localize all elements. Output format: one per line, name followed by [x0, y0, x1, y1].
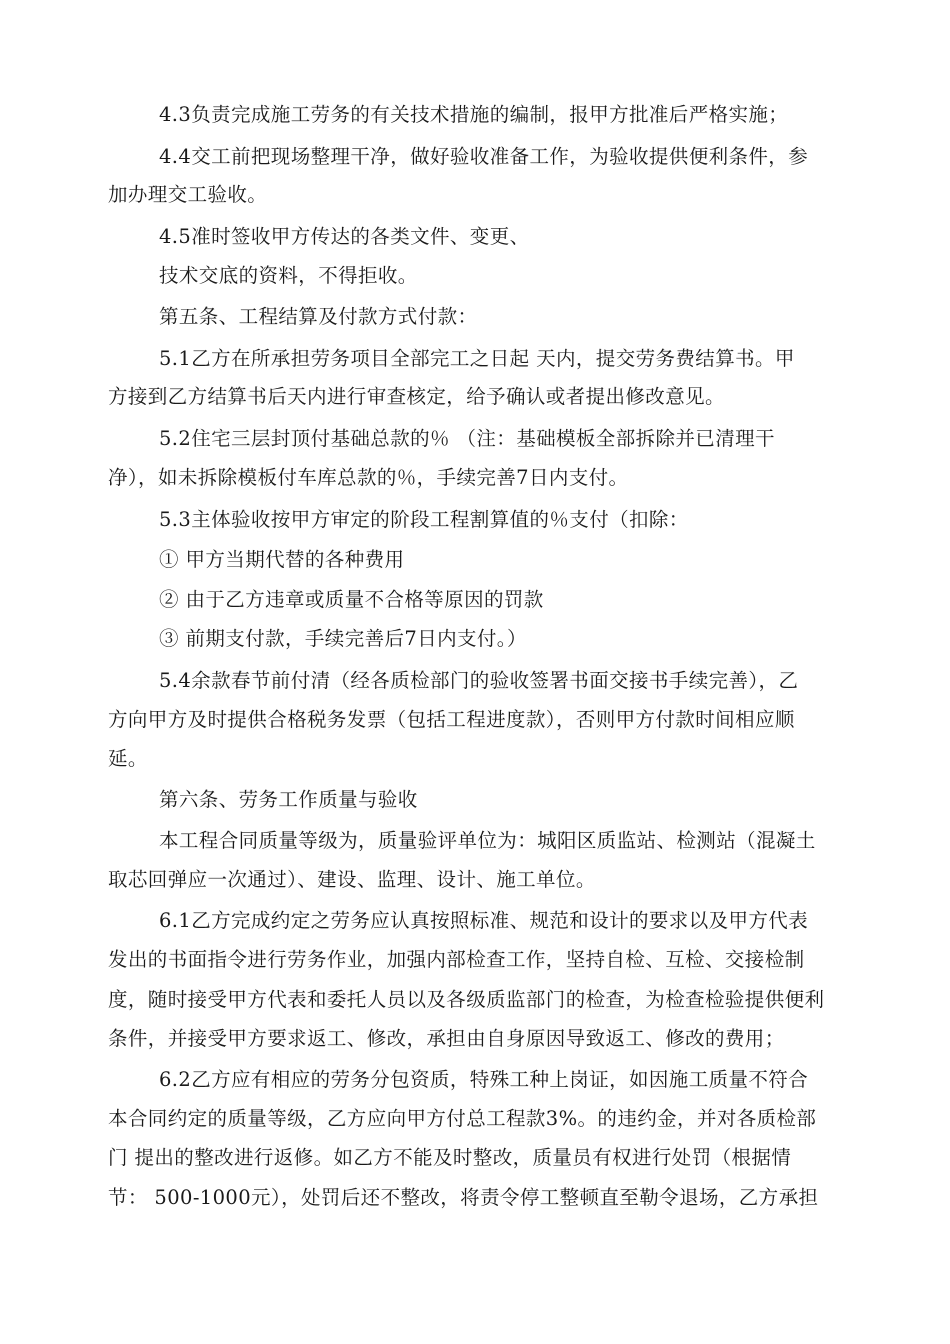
clause-4-4: 4.4交工前把现场整理干净，做好验收准备工作，为验收提供便利条件，参 [159, 145, 809, 168]
clause-4-5: 4.5准时签收甲方传达的各类文件、变更、 [159, 225, 530, 248]
clause-6-2: 6.2乙方应有相应的劳务分包资质，特殊工种上岗证，如因施工质量不符合 [159, 1068, 809, 1091]
article-6-intro-cont: 取芯回弹应一次通过）、建设、监理、设计、施工单位。 [108, 868, 596, 891]
clause-6-1-cont-2: 度，随时接受甲方代表和委托人员以及各级质监部门的检查，为检查检验提供便利 [108, 988, 825, 1011]
clause-6-1: 6.1乙方完成约定之劳务应认真按照标准、规范和设计的要求以及甲方代表 [159, 909, 809, 932]
clause-6-2-cont-3: 节： 500-1000元），处罚后还不整改，将责令停工整顿直至勒令退场，乙方承担 [108, 1186, 819, 1209]
clause-4-5-cont: 技术交底的资料，不得拒收。 [159, 264, 418, 287]
article-6-heading: 第六条、劳务工作质量与验收 [159, 788, 418, 811]
clause-6-2-cont-1: 本合同约定的质量等级，乙方应向甲方付总工程款3%。的违约金，并对各质检部 [108, 1107, 817, 1130]
article-6-intro: 本工程合同质量等级为，质量验评单位为：城阳区质监站、检测站（混凝土 [159, 829, 816, 852]
clause-5-2-cont: 净），如未拆除模板付车库总款的％，手续完善7日内支付。 [108, 466, 629, 489]
clause-6-1-cont-3: 条件，并接受甲方要求返工、修改，承担由自身原因导致返工、修改的费用； [108, 1027, 785, 1050]
clause-5-4: 5.4余款春节前付清（经各质检部门的验收签署书面交接书手续完善），乙 [159, 669, 799, 692]
clause-5-3-item-2: ② 由于乙方违章或质量不合格等原因的罚款 [159, 588, 544, 611]
clause-4-3: 4.3负责完成施工劳务的有关技术措施的编制，报甲方批准后严格实施； [159, 103, 789, 126]
clause-5-1-cont: 方接到乙方结算书后天内进行审查核定，给予确认或者提出修改意见。 [108, 385, 725, 408]
clause-6-1-cont-1: 发出的书面指令进行劳务作业，加强内部检查工作，坚持自检、互检、交接检制 [108, 948, 805, 971]
clause-5-4-cont-2: 延。 [108, 747, 148, 770]
article-5-heading: 第五条、工程结算及付款方式付款： [159, 305, 478, 328]
clause-5-3-item-1: ① 甲方当期代替的各种费用 [159, 548, 405, 571]
clause-5-4-cont-1: 方向甲方及时提供合格税务发票（包括工程进度款），否则甲方付款时间相应顺 [108, 708, 795, 731]
clause-5-1: 5.1乙方在所承担劳务项目全部完工之日起 天内，提交劳务费结算书。甲 [159, 347, 795, 370]
clause-4-4-cont: 加办理交工验收。 [108, 183, 268, 206]
clause-5-3: 5.3主体验收按甲方审定的阶段工程割算值的％支付（扣除： [159, 508, 689, 531]
clause-6-2-cont-2: 门 提出的整改进行返修。如乙方不能及时整改，质量员有权进行处罚（根据情 [108, 1146, 792, 1169]
clause-5-2: 5.2住宅三层封顶付基础总款的％ （注：基础模板全部拆除并已清理干 [159, 427, 775, 450]
clause-5-3-item-3: ③ 前期支付款，手续完善后7日内支付。） [159, 627, 527, 650]
